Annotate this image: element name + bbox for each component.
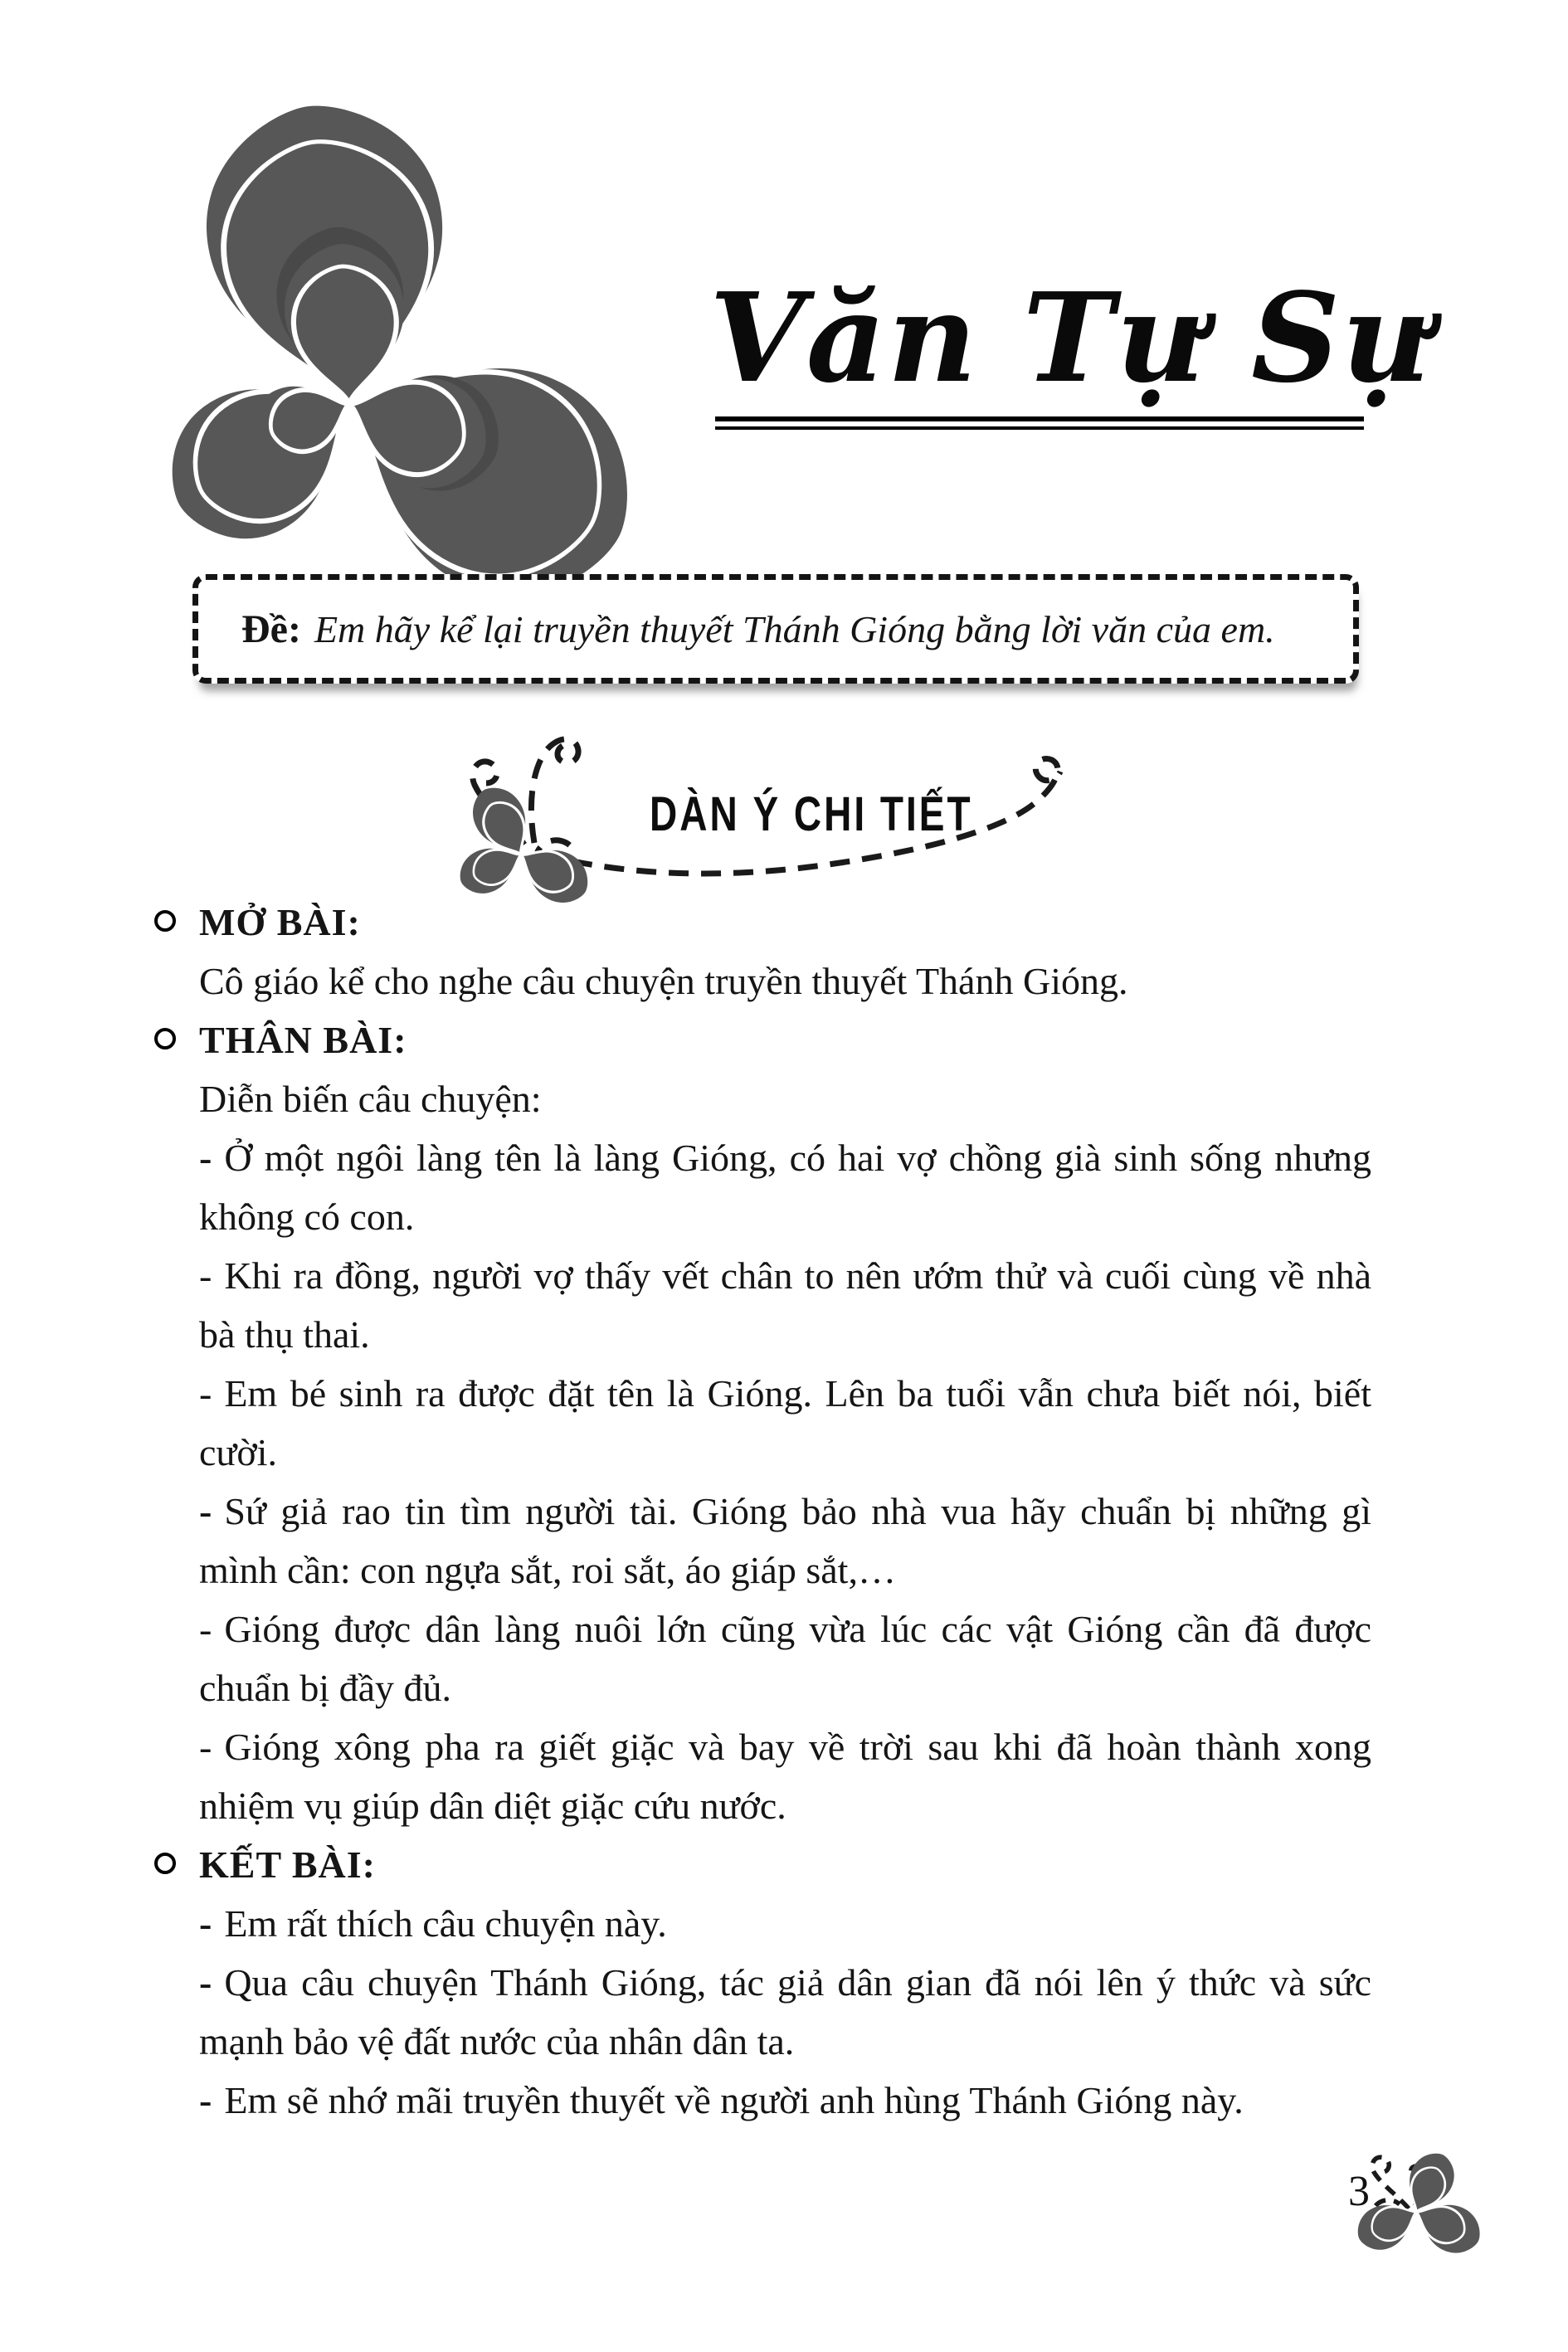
circle-bullet [154, 1028, 176, 1049]
outline-heading: DÀN Ý CHI TIẾT [650, 786, 973, 841]
dash-marker: - [199, 1726, 212, 1768]
outline-paragraph [199, 1069, 1371, 1128]
paragraph-text: Cô giáo kể cho nghe câu chuyện truyền thuyết Thánh Gióng. [199, 960, 1128, 1002]
section-header-row [154, 893, 1371, 952]
dash-marker: - [199, 1490, 212, 1532]
outline-paragraph [199, 1953, 1371, 2071]
circle-bullet [154, 1853, 176, 1874]
paragraph-text: Gióng xông pha ra giết giặc và bay về trời sau khi đã hoàn thành xong nhiệm vụ giúp dân diệt giặc cứu nước. [199, 1726, 1371, 1827]
section-header-row [154, 1835, 1371, 1894]
prompt-text: Em hãy kể lại truyền thuyết Thánh Gióng bằng lời văn của em. [314, 607, 1275, 650]
paragraph-text: Khi ra đồng, người vợ thấy vết chân to nên ướm thử và cuối cùng về nhà bà thụ thai. [199, 1254, 1371, 1356]
paragraph-text: Gióng được dân làng nuôi lớn cũng vừa lúc các vật Gióng cần đã được chuẩn bị đầy đủ. [199, 1608, 1371, 1709]
title-underline [715, 416, 1364, 430]
paragraph-text: Sứ giả rao tin tìm người tài. Gióng bảo nhà vua hãy chuẩn bị những gì mình cần: con ngựa sắt, roi sắt, áo giáp sắt,… [199, 1490, 1371, 1591]
outline-paragraph [199, 1364, 1371, 1482]
dash-marker: - [199, 1254, 212, 1297]
prompt-label: Đề: [241, 606, 301, 651]
section-header: KẾT BÀI: [199, 1843, 376, 1886]
dash-marker: - [199, 1608, 212, 1650]
outline-paragraph [199, 1717, 1371, 1835]
outline-paragraph [199, 2071, 1371, 2130]
outline-paragraph [199, 952, 1371, 1010]
paragraph-text: Em bé sinh ra được đặt tên là Gióng. Lên ba tuổi vẫn chưa biết nói, biết cười. [199, 1372, 1371, 1473]
chapter-title: Văn Tự Sự [709, 265, 1433, 410]
outline-paragraph [199, 1600, 1371, 1717]
dash-marker: - [199, 1961, 212, 2004]
page-number: 3 [1348, 2168, 1370, 2215]
paragraph-text: Ở một ngôi làng tên là làng Gióng, có hai vợ chồng già sinh sống nhưng không có con. [199, 1137, 1371, 1238]
dash-marker: - [199, 2079, 212, 2121]
paragraph-text: Em sẽ nhớ mãi truyền thuyết về người anh hùng Thánh Gióng này. [224, 2079, 1244, 2121]
prompt-box [192, 574, 1359, 684]
paragraph-text: Em rất thích câu chuyện này. [224, 1902, 667, 1945]
section-header: MỞ BÀI: [199, 901, 361, 943]
paragraph-text: Qua câu chuyện Thánh Gióng, tác giả dân gian đã nói lên ý thức và sức mạnh bảo vệ đất nước của nhân dân ta. [199, 1961, 1371, 2062]
dash-marker: - [199, 1902, 212, 1945]
circle-bullet [154, 910, 176, 932]
page-flower-icon [1337, 2147, 1495, 2255]
dash-marker: - [199, 1137, 212, 1179]
dash-marker: - [199, 1372, 212, 1415]
outline-paragraph [199, 1246, 1371, 1364]
outline-paragraph [199, 1894, 1371, 1953]
paragraph-text: Diễn biến câu chuyện: [199, 1078, 542, 1120]
section-header: THÂN BÀI: [199, 1019, 407, 1061]
section-header-row [154, 1010, 1371, 1069]
clover-logo [141, 83, 639, 597]
outline-paragraph [199, 1482, 1371, 1600]
outline [0, 893, 1568, 2130]
outline-paragraph [199, 1128, 1371, 1246]
flower-ornament-icon [452, 777, 598, 903]
